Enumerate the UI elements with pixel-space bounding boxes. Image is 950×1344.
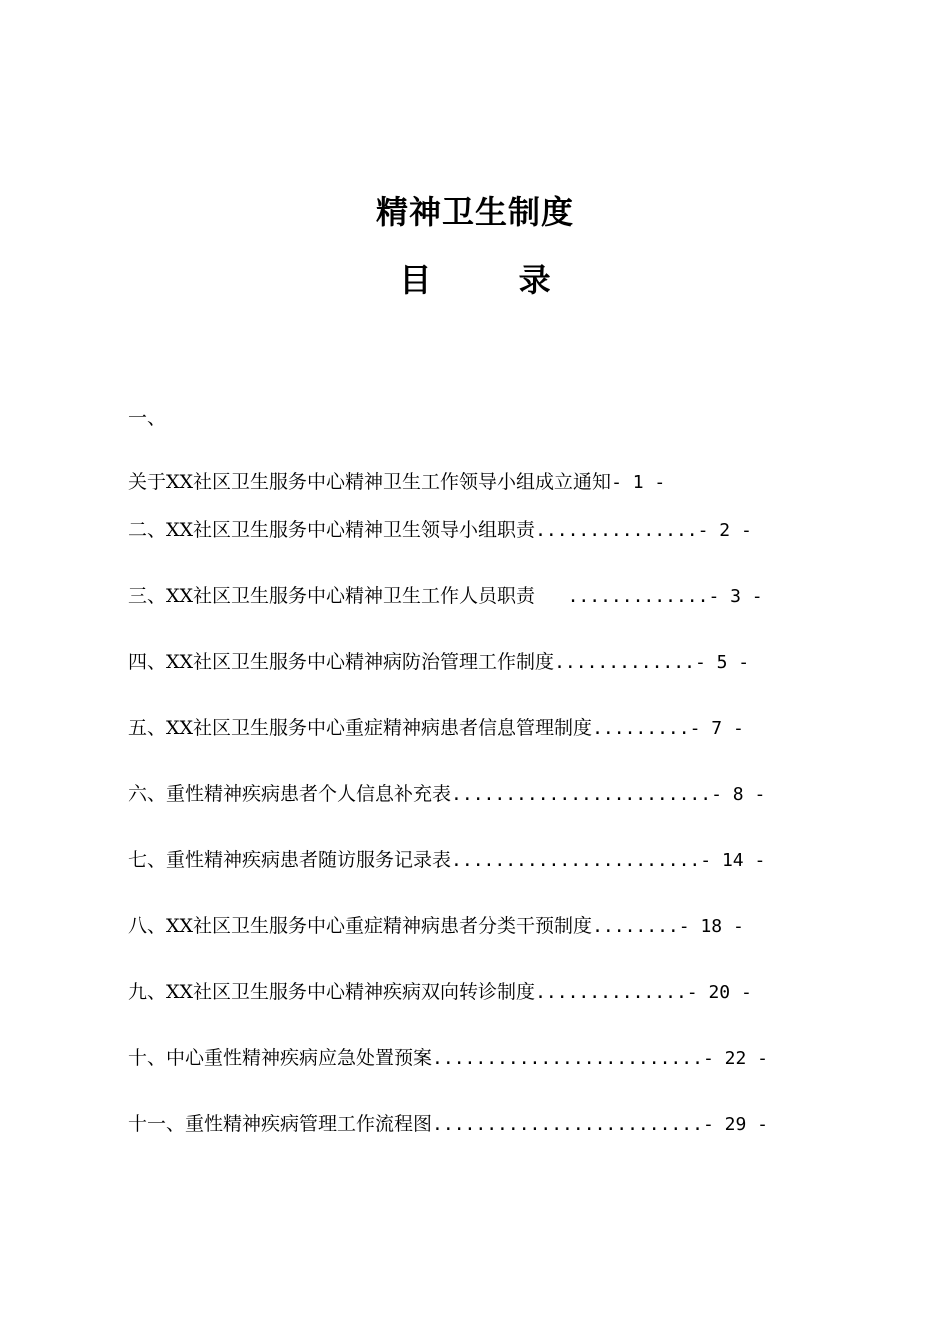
toc-entry-leader: ......... (592, 718, 690, 739)
toc-entry-text: 十、中心重性精神疾病应急处置预案 (128, 1047, 433, 1069)
toc-entry-leader: ............... (535, 520, 698, 541)
toc-entry-text: 九、XX社区卫生服务中心精神疾病双向转诊制度 (128, 981, 536, 1003)
toc-entry-10[interactable] (128, 1044, 838, 1072)
toc-entry-3[interactable] (128, 582, 838, 610)
toc-entry-1[interactable] (128, 468, 838, 496)
toc-entry-page: - 18 - (678, 916, 744, 937)
toc-entry-leader: ............. (535, 586, 709, 607)
toc-entry-5[interactable] (128, 714, 838, 742)
toc-heading: 目 录 (399, 261, 589, 299)
toc-orphan-number: 一、 (128, 407, 167, 429)
toc-entry-11[interactable] (128, 1110, 838, 1138)
toc-entry-page: - 5 - (694, 652, 750, 673)
document-title: 精神卫生制度 (375, 193, 574, 231)
toc-entry-page: - 2 - (697, 520, 752, 541)
toc-entry-leader: ........................ (451, 784, 712, 805)
toc-entry-text: 三、XX社区卫生服务中心精神卫生工作人员职责 (128, 585, 536, 607)
toc-entry-leader: ......................... (432, 1048, 703, 1069)
toc-entry-leader: ............. (554, 652, 695, 673)
toc-entry-page: - 7 - (689, 718, 744, 739)
toc-entry-leader: ........ (592, 916, 679, 937)
toc-entry-text: 八、XX社区卫生服务中心重症精神病患者分类干预制度 (128, 915, 593, 937)
toc-entry-6[interactable] (128, 780, 838, 808)
toc-entry-9[interactable] (128, 978, 838, 1006)
toc-entry-text: 五、XX社区卫生服务中心重症精神病患者信息管理制度 (128, 717, 593, 739)
toc-entry-8[interactable] (128, 912, 838, 940)
toc-entry-leader: ....................... (451, 850, 701, 871)
toc-entry-text: 二、XX社区卫生服务中心精神卫生领导小组职责 (128, 519, 536, 541)
toc-entry-text: 四、XX社区卫生服务中心精神病防治管理工作制度 (128, 651, 555, 673)
toc-entry-4[interactable] (128, 648, 838, 676)
toc-entry-2[interactable] (128, 516, 838, 544)
toc-entry-page: - 22 - (702, 1048, 768, 1069)
toc-entry-page: - 1 - (611, 472, 666, 493)
toc-entry-text: 关于XX社区卫生服务中心精神卫生工作领导小组成立通知 (128, 471, 612, 493)
toc-entry-page: - 29 - (702, 1114, 768, 1135)
toc-entry-leader: ......................... (432, 1114, 703, 1135)
toc-entry-page: - 3 - (708, 586, 763, 607)
toc-entry-leader: .............. (535, 982, 687, 1003)
toc-entry-page: - 8 - (711, 784, 766, 805)
toc-entry-page: - 14 - (700, 850, 766, 871)
toc-entry-7[interactable] (128, 846, 838, 874)
toc-entry-text: 十一、重性精神疾病管理工作流程图 (128, 1113, 433, 1135)
toc-entry-text: 七、重性精神疾病患者随访服务记录表 (128, 849, 452, 871)
toc-entry-page: - 20 - (686, 982, 752, 1003)
toc-entry-text: 六、重性精神疾病患者个人信息补充表 (128, 783, 452, 805)
